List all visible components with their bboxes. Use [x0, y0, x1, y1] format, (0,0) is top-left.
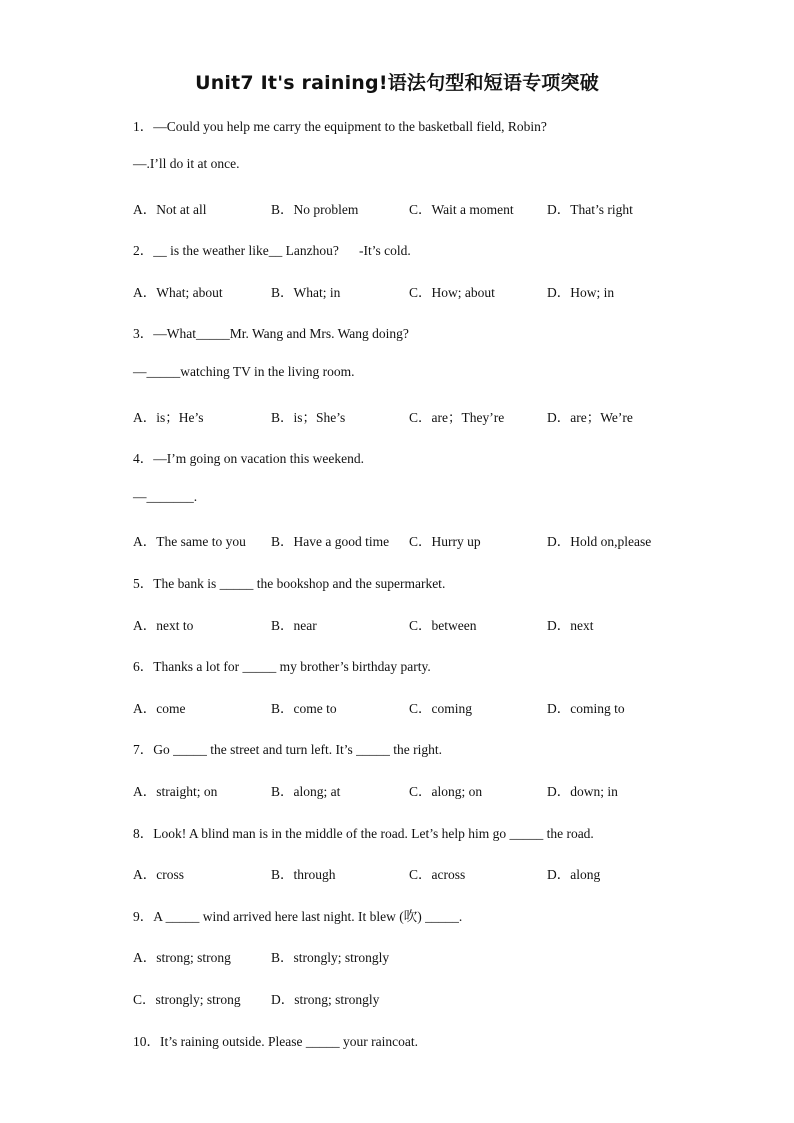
question-7-option-c: C．along; on [409, 784, 483, 799]
question-6-option-c: C．coming [409, 701, 472, 716]
question-6-stem: 6．Thanks a lot for _____ my brother’s birthday party. [133, 659, 431, 674]
question-5-option-b: B．near [271, 618, 317, 633]
question-3-option-c: C．are；They’re [409, 410, 505, 425]
question-1-stem: 1．—Could you help me carry the equipment to the basketball field, Robin? [133, 119, 547, 134]
question-4-option-b: B．Have a good time [271, 534, 390, 549]
question-8-option-c: C．across [409, 867, 466, 882]
question-5-option-d: D．next [547, 618, 594, 633]
question-1-answer-line: —.I’ll do it at once. [133, 156, 240, 171]
question-8-option-a: A．cross [133, 867, 184, 882]
question-3-stem: 3．—What_____Mr. Wang and Mrs. Wang doing? [133, 326, 409, 341]
question-7-option-b: B．along; at [271, 784, 341, 799]
question-7-option-d: D．down; in [547, 784, 618, 799]
question-2-option-a: A．What; about [133, 285, 223, 300]
question-3-answer-line: —_____watching TV in the living room. [133, 364, 355, 379]
question-6-option-b: B．come to [271, 701, 337, 716]
question-8-option-b: B．through [271, 867, 336, 882]
question-3-option-d: D．are；We’re [547, 410, 633, 425]
question-5-option-a: A．next to [133, 618, 194, 633]
question-3-option-a: A．is；He’s [133, 410, 204, 425]
question-2-option-d: D．How; in [547, 285, 615, 300]
question-4-option-d: D．Hold on,please [547, 534, 652, 549]
question-4-stem: 4．—I’m going on vacation this weekend. [133, 451, 364, 466]
question-9-option-b: B．strongly; strongly [271, 950, 390, 965]
question-9-option-c: C．strongly; strong [133, 992, 241, 1007]
question-1-option-d: D．That’s right [547, 202, 633, 217]
question-1-option-b: B．No problem [271, 202, 359, 217]
page-title: Unit7 It's raining!语法句型和短语专项突破 [195, 72, 599, 94]
question-7-stem: 7．Go _____ the street and turn left. It’s _____ the right. [133, 742, 442, 757]
question-6-option-d: D．coming to [547, 701, 625, 716]
question-8-stem: 8．Look! A blind man is in the middle of the road. Let’s help him go _____ the road. [133, 826, 594, 841]
question-6-option-a: A．come [133, 701, 186, 716]
question-2-option-b: B．What; in [271, 285, 341, 300]
question-4-option-c: C．Hurry up [409, 534, 481, 549]
question-1-option-c: C．Wait a moment [409, 202, 514, 217]
question-2-option-c: C．How; about [409, 285, 495, 300]
question-5-stem: 5．The bank is _____ the bookshop and the supermarket. [133, 576, 446, 591]
question-4-option-a: A．The same to you [133, 534, 246, 549]
question-2-stem: 2．__ is the weather like__ Lanzhou? -It’s cold. [133, 243, 411, 258]
question-8-option-d: D．along [547, 867, 601, 882]
question-3-option-b: B．is；She’s [271, 410, 346, 425]
question-10-stem: 10．It’s raining outside. Please _____ your raincoat. [133, 1034, 418, 1049]
question-9-option-d: D．strong; strongly [271, 992, 380, 1007]
question-9-option-a: A．strong; strong [133, 950, 231, 965]
question-7-option-a: A．straight; on [133, 784, 218, 799]
question-1-option-a: A．Not at all [133, 202, 207, 217]
question-5-option-c: C．between [409, 618, 477, 633]
question-9-stem: 9．A _____ wind arrived here last night. It blew (吹) _____. [133, 909, 463, 924]
question-4-answer-line: —_______. [133, 489, 198, 504]
